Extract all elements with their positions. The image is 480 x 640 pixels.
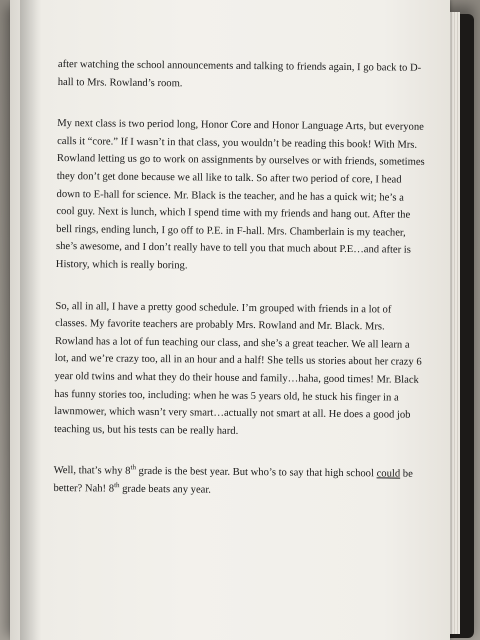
- paragraph-3: So, all in all, I have a pretty good schedule. I’m grouped with friends in a lot of classes. My favorite teachers are probably Mrs. Rowland and Mr. Black. Mrs. Rowland has a lot of fun teaching our class, and she’s a great teacher. We all learn a lot, and we’re crazy too, all in an hour and a half! She tells us stories about her crazy 6 year old twins and what they do their house and family…haha, good times! Mr. Black has funny stories too, including: when he was 5 years old, he stuck his finger in a lawnmower, which wasn’t very smart…actually not smart at all. He does a good job teaching us, but his tests can be really hard.: [54, 300, 422, 437]
- underlined-word: could: [376, 468, 401, 480]
- book-page: [10, 0, 450, 640]
- paragraph-2: My next class is two period long, Honor Core and Honor Language Arts, but everyone calls it “core.” If I wasn’t in that class, you wouldn’t be reading this book! With Mrs. Rowland letting us go to work on assignments by ourselves or with friends, sometimes they don’t get done because we all like to talk. So after two period of core, I head down to E-hall for science. Mr. Black is the teacher, and he has a quick wit; he’s a cool guy. Next is lunch, which I spend time with my friends and hang out. After the bell rings, ending lunch, I go off to P.E. in F-hall. Mrs. Chamberlain is my teacher, she’s awesome, and I don’t really have to tell you that much about P.E…and after is History, which is really boring.: [55, 118, 425, 272]
- page-text: [53, 56, 426, 525]
- final-part-2: grade is the best year. But who’s to say that high school: [135, 466, 377, 480]
- binding-shadow: [20, 0, 42, 640]
- final-part-3: be better? Nah! 8: [53, 468, 413, 495]
- final-part-4: grade beats any year.: [119, 483, 212, 496]
- paragraph-final: [53, 462, 421, 501]
- ordinal-superscript-2: th: [114, 480, 120, 490]
- paragraph-1: after watching the school announcements and talking to friends again, I go back to D-hall to Mrs. Rowland’s room.: [57, 58, 422, 89]
- ordinal-superscript-1: th: [130, 463, 137, 472]
- final-part-1: Well, that’s why 8: [53, 465, 131, 478]
